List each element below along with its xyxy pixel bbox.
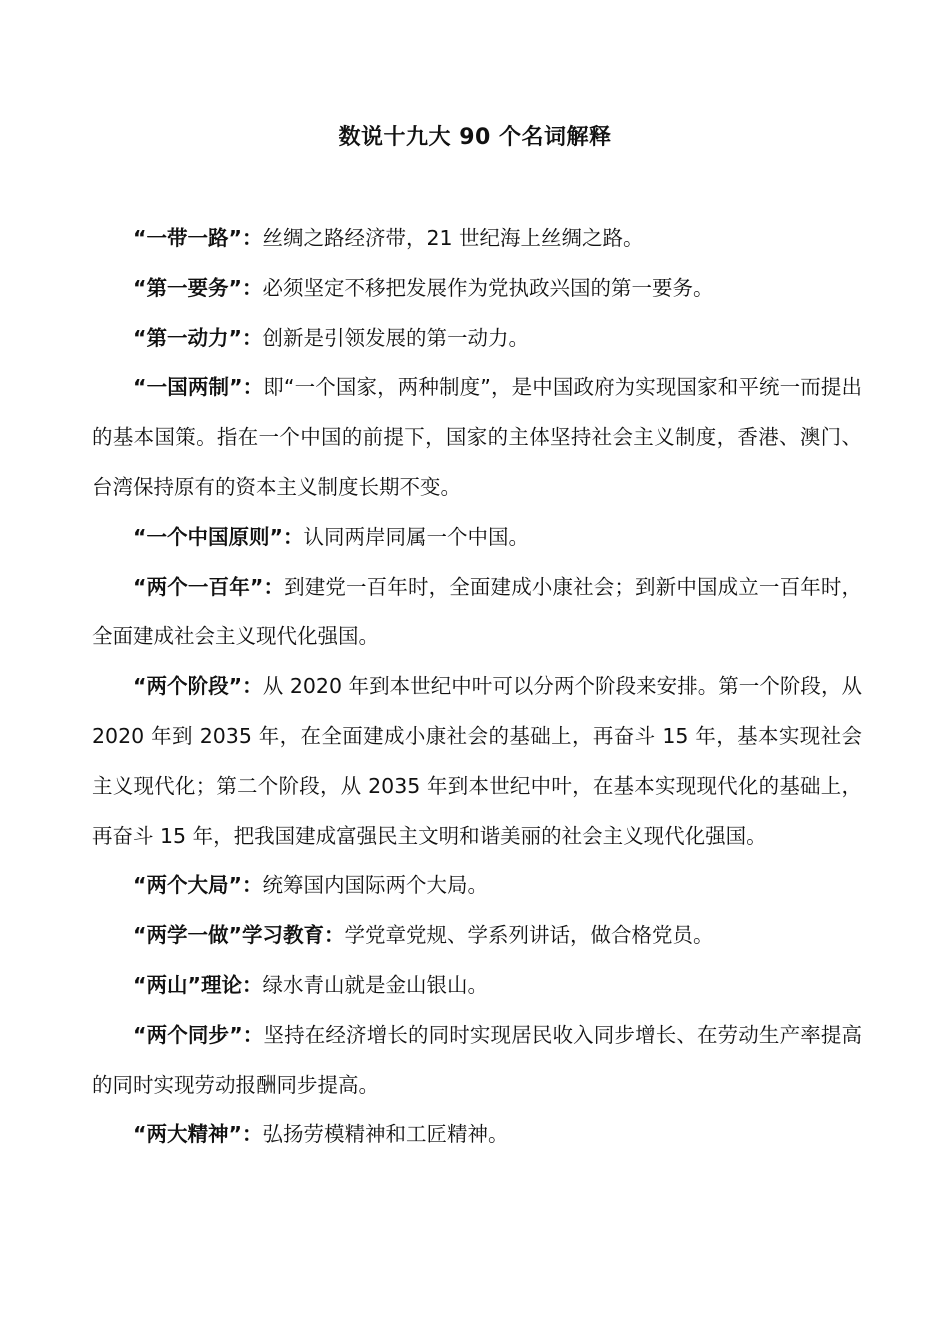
entry-text: 绿水青山就是金山银山。 bbox=[262, 972, 488, 997]
entry-paragraph bbox=[92, 1110, 862, 1160]
entry-text: 统筹国内国际两个大局。 bbox=[262, 873, 488, 898]
entry-text: 从 2020 年到本世纪中叶可以分两个阶段来安排。第一个阶段，从 2020 年到 2035 年，在全面建成小康社会的基础上，再奋斗 15 年，基本实现社会主义现代化；第二个阶段，从 2035 年到本世纪中叶，在基本实现现代化的基础上，再奋斗 15 年，把我国建成富强民主文明和谐美丽的社会主义现代化强国。 bbox=[92, 674, 863, 848]
entry-paragraph bbox=[92, 264, 862, 314]
entry-paragraph bbox=[92, 662, 862, 861]
document-body bbox=[92, 214, 862, 1160]
entry-paragraph bbox=[92, 563, 862, 663]
entry-text: 即“一个国家，两种制度”，是中国政府为实现国家和平统一而提出的基本国策。指在一个中国的前提下，国家的主体坚持社会主义制度，香港、澳门、台湾保持原有的资本主义制度长期不变。 bbox=[92, 375, 862, 499]
entry-term: “一国两制”： bbox=[133, 375, 264, 400]
entry-term: “两学一做”学习教育： bbox=[133, 923, 345, 948]
entry-term: “第一要务”： bbox=[133, 275, 263, 300]
page-title: 数说十九大 90 个名词解释 bbox=[338, 125, 612, 150]
entry-term: “两个大局”： bbox=[133, 873, 263, 898]
entry-paragraph bbox=[92, 861, 862, 911]
entry-term: “第一动力”： bbox=[133, 325, 263, 350]
entry-term: “两个一百年”： bbox=[133, 574, 285, 599]
entry-paragraph bbox=[92, 911, 862, 961]
entry-paragraph bbox=[92, 363, 862, 512]
entry-text: 坚持在经济增长的同时实现居民收入同步增长、在劳动生产率提高的同时实现劳动报酬同步提高。 bbox=[92, 1022, 863, 1097]
entry-term: “一带一路”： bbox=[133, 226, 263, 250]
entry-text: 到建党一百年时，全面建成小康社会；到新中国成立一百年时，全面建成社会主义现代化强国。 bbox=[92, 574, 863, 649]
entry-text: 丝绸之路经济带，21 世纪海上丝绸之路。 bbox=[262, 226, 644, 250]
entry-text: 学党章党规、学系列讲话，做合格党员。 bbox=[344, 923, 714, 948]
entry-text: 必须坚定不移把发展作为党执政兴国的第一要务。 bbox=[262, 275, 714, 300]
entry-term: “一个中国原则”： bbox=[133, 524, 304, 549]
entry-paragraph bbox=[92, 214, 862, 264]
entry-paragraph bbox=[92, 961, 862, 1011]
entry-paragraph bbox=[92, 513, 862, 563]
entry-text: 认同两岸同属一个中国。 bbox=[303, 524, 529, 549]
entry-term: “两个同步”： bbox=[133, 1022, 264, 1047]
entry-paragraph bbox=[92, 1011, 862, 1111]
entry-text: 弘扬劳模精神和工匠精神。 bbox=[262, 1122, 509, 1147]
entry-term: “两个阶段”： bbox=[133, 674, 263, 699]
entry-paragraph bbox=[92, 314, 862, 364]
entry-term: “两大精神”： bbox=[133, 1122, 263, 1147]
entry-text: 创新是引领发展的第一动力。 bbox=[262, 325, 529, 350]
entry-term: “两山”理论： bbox=[133, 972, 263, 997]
